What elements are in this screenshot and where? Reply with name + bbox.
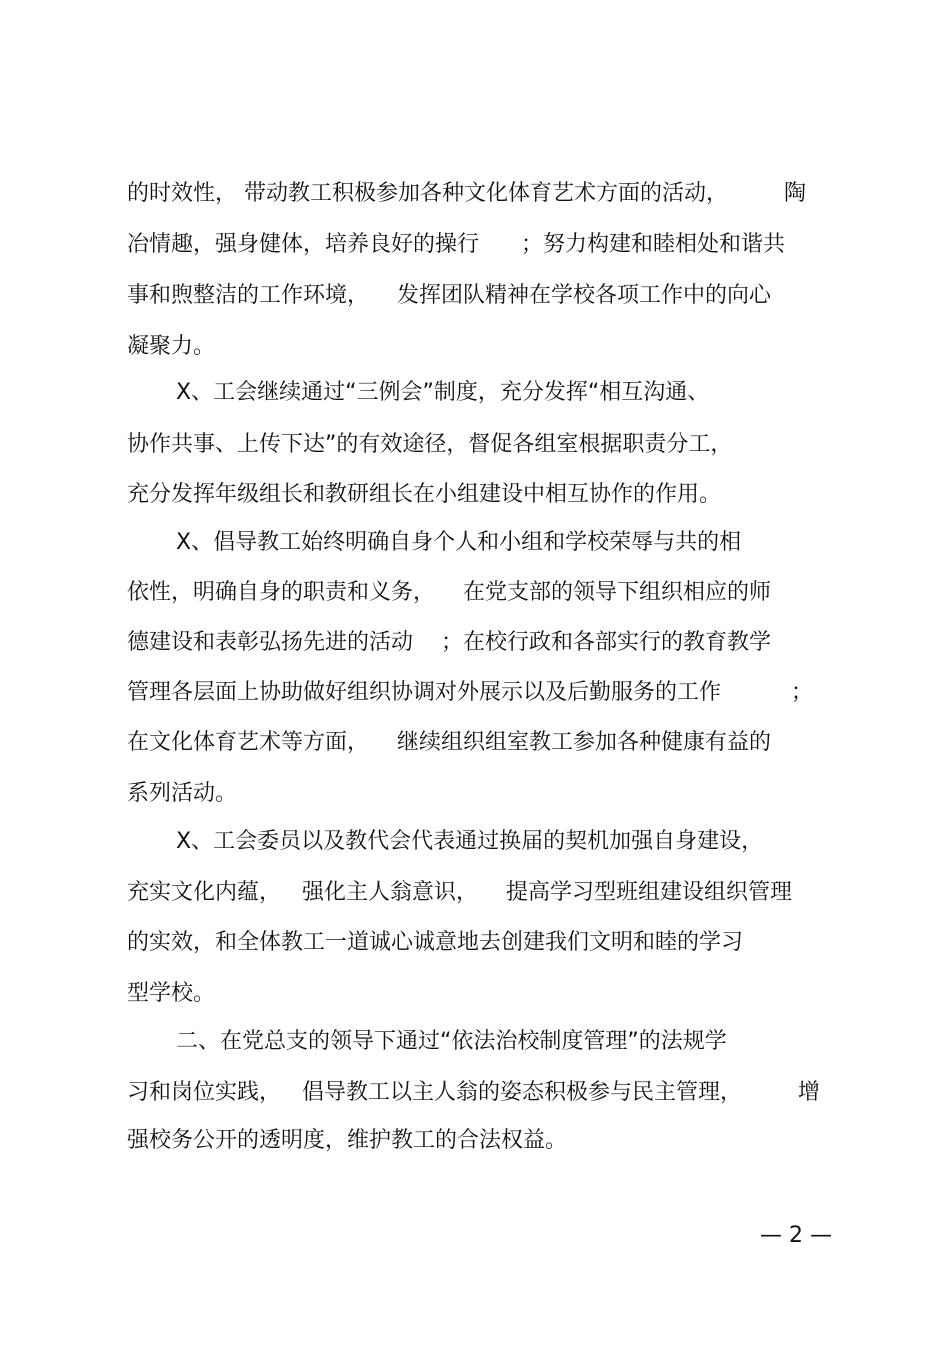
text-line: 的时效性， 带动教工积极参加各种文化体育艺术方面的活动， 陶 <box>127 181 806 206</box>
paragraph-heading: X、倡导教工始终明确自身个人和小组和学校荣辱与共的相 <box>176 530 742 555</box>
text-line: 冶情趣，强身健体，培养良好的操行 ；努力构建和睦相处和谐共 <box>127 232 785 257</box>
text-line: 德建设和表彰弘扬先进的活动 ；在校行政和各部实行的教育教学 <box>127 630 771 655</box>
text-line: 协作共事、上传下达”的有效途径，督促各组室根据职责分工， <box>127 432 733 457</box>
section-heading: 二、在党总支的领导下通过“依法治校制度管理”的法规学 <box>176 1029 727 1054</box>
text-line: 强校务公开的透明度，维护教工的合法权益。 <box>127 1128 568 1153</box>
text-line: 事和煦整洁的工作环境， 发挥团队精神在学校各项工作中的向心 <box>127 283 771 308</box>
text-line: 管理各层面上协助做好组织协调对外展示以及后勤服务的工作 ； <box>127 680 813 705</box>
text-line: 凝聚力。 <box>127 334 216 359</box>
text-line: 充分发挥年级组长和教研组长在小组建设中相互协作的作用。 <box>127 482 722 507</box>
page-number: — 2 — <box>760 1223 832 1248</box>
text-line: 型学校。 <box>127 981 216 1006</box>
text-line: 习和岗位实践， 倡导教工以主人翁的姿态积极参与民主管理， 增 <box>127 1080 820 1105</box>
text-line: 系列活动。 <box>127 781 238 806</box>
text-line: 充实文化内蕴， 强化主人翁意识， 提高学习型班组建设组织管理 <box>127 880 792 905</box>
paragraph-heading: X、工会继续通过“三例会”制度，充分发挥“相互沟通、 <box>176 380 710 405</box>
paragraph-heading: X、工会委员以及教代会代表通过换届的契机加强自身建设， <box>176 829 764 854</box>
text-line: 的实效，和全体教工一道诚心诚意地去创建我们文明和睦的学习 <box>127 930 744 955</box>
text-line: 依性，明确自身的职责和义务， 在党支部的领导下组织相应的师 <box>127 580 771 605</box>
text-line: 在文化体育艺术等方面， 继续组织组室教工参加各种健康有益的 <box>127 730 771 755</box>
